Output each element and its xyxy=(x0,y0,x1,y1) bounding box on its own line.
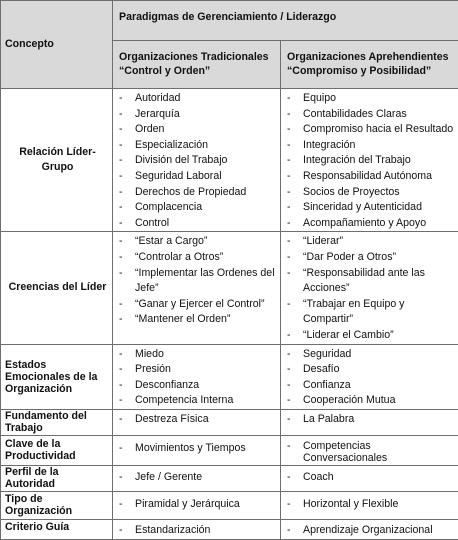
traditional-column-header xyxy=(113,41,281,89)
row-concept: Clave de la Productividad xyxy=(1,435,113,465)
row-concept: Criterio Guía xyxy=(1,519,113,539)
list-item: - “Liderar el Cambio” xyxy=(287,328,454,344)
list-item: - Confianza xyxy=(287,378,454,394)
list-item: - Coach xyxy=(287,470,454,486)
traditional-cell xyxy=(113,435,281,465)
traditional-title: Organizaciones Tradicionales xyxy=(119,50,276,64)
list-item: - Derechos de Propiedad xyxy=(119,185,276,201)
list-item: - Control xyxy=(119,216,276,232)
list-item: - Contabilidades Claras xyxy=(287,107,454,123)
list-item: - “Trabajar en Equipo y Compartir” xyxy=(287,297,454,328)
table-row xyxy=(1,232,458,344)
traditional-cell xyxy=(113,491,281,519)
list-item: - División del Trabajo xyxy=(119,153,276,169)
table-row xyxy=(1,435,458,465)
traditional-cell xyxy=(113,344,281,409)
list-item: - Cooperación Mutua xyxy=(287,393,454,409)
learning-cell xyxy=(281,465,458,491)
list-item: - “Mantener el Orden” xyxy=(119,312,276,328)
list-item: - Socios de Proyectos xyxy=(287,185,454,201)
list-item: - Orden xyxy=(119,122,276,138)
list-item: - “Implementar las Ordenes del Jefe” xyxy=(119,266,276,297)
learning-cell xyxy=(281,344,458,409)
list-item: - Compromiso hacia el Resultado xyxy=(287,122,454,138)
list-item: - Piramidal y Jerárquica xyxy=(119,497,276,513)
list-item: - Competencias Conversacionales xyxy=(287,440,454,464)
paradigm-title: Paradigmas de Gerenciamiento / Liderazgo xyxy=(113,1,458,41)
list-item: - La Palabra xyxy=(287,412,454,428)
learning-cell xyxy=(281,409,458,435)
list-item: - Miedo xyxy=(119,347,276,363)
table-row xyxy=(1,409,458,435)
list-item: - “Liderar” xyxy=(287,234,454,250)
learning-cell xyxy=(281,435,458,465)
traditional-cell xyxy=(113,465,281,491)
traditional-cell xyxy=(113,519,281,539)
list-item: - Seguridad Laboral xyxy=(119,169,276,185)
traditional-cell xyxy=(113,89,281,232)
learning-cell xyxy=(281,519,458,539)
list-item: - Estandarización xyxy=(119,523,276,539)
list-item: - Equipo xyxy=(287,91,454,107)
learning-cell xyxy=(281,491,458,519)
row-concept: Creencias del Líder xyxy=(1,232,113,344)
list-item: - Jefe / Gerente xyxy=(119,470,276,486)
traditional-cell xyxy=(113,409,281,435)
list-item: - Sinceridad y Autenticidad xyxy=(287,200,454,216)
list-item: - Responsabilidad Autónoma xyxy=(287,169,454,185)
concept-header: Concepto xyxy=(1,1,113,89)
table-row xyxy=(1,89,458,232)
table-row xyxy=(1,344,458,409)
list-item: - Especialización xyxy=(119,138,276,154)
table-row xyxy=(1,465,458,491)
list-item: - Integración del Trabajo xyxy=(287,153,454,169)
row-concept: Estados Emocionales de la Organización xyxy=(1,344,113,409)
list-item: - Complacencia xyxy=(119,200,276,216)
list-item: - “Controlar a Otros” xyxy=(119,250,276,266)
learning-title: Organizaciones Aprehendientes xyxy=(287,50,454,64)
list-item: - Acompañamiento y Apoyo xyxy=(287,216,454,232)
list-item: - “Ganar y Ejercer el Control” xyxy=(119,297,276,313)
row-concept: Perfil de la Autoridad xyxy=(1,465,113,491)
table-row xyxy=(1,519,458,539)
learning-cell xyxy=(281,89,458,232)
list-item: - “Dar Poder a Otros” xyxy=(287,250,454,266)
list-item: - Autoridad xyxy=(119,91,276,107)
list-item: - Jerarquía xyxy=(119,107,276,123)
row-concept: Fundamento del Trabajo xyxy=(1,409,113,435)
list-item: - Seguridad xyxy=(287,347,454,363)
list-item: - Destreza Física xyxy=(119,412,276,428)
list-item: - Competencia Interna xyxy=(119,393,276,409)
list-item: - Presión xyxy=(119,362,276,378)
table-row xyxy=(1,491,458,519)
list-item: - Horizontal y Flexible xyxy=(287,497,454,513)
learning-cell xyxy=(281,232,458,344)
learning-subtitle: “Compromiso y Posibilidad” xyxy=(287,64,454,78)
list-item: - Desconfianza xyxy=(119,378,276,394)
list-item: - Movimientos y Tiempos xyxy=(119,441,276,457)
traditional-cell xyxy=(113,232,281,344)
list-item: - “Estar a Cargo” xyxy=(119,234,276,250)
list-item: - Integración xyxy=(287,138,454,154)
learning-column-header xyxy=(281,41,458,89)
row-concept: Tipo de Organización xyxy=(1,491,113,519)
list-item: - Desafío xyxy=(287,362,454,378)
traditional-subtitle: “Control y Orden” xyxy=(119,64,276,78)
list-item: - Aprendizaje Organizacional xyxy=(287,523,454,539)
list-item: - “Responsabilidad ante las Acciones” xyxy=(287,266,454,297)
row-concept: Relación Líder-Grupo xyxy=(1,89,113,232)
